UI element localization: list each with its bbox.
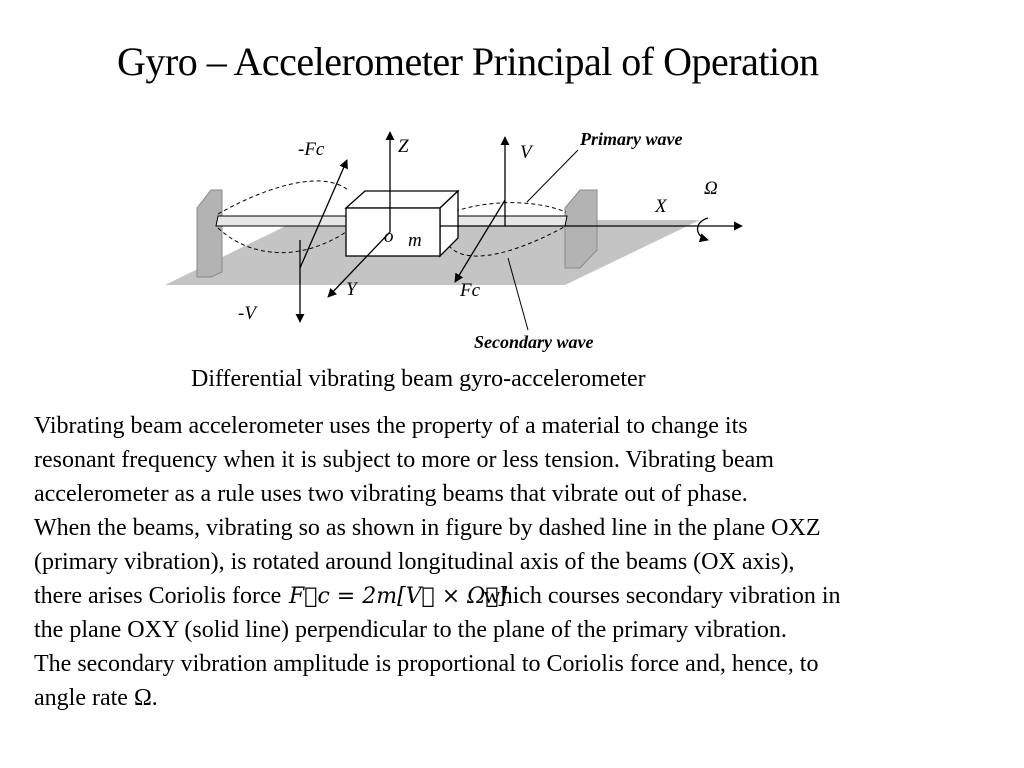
formula-lead-text: there arises Coriolis force xyxy=(34,583,282,609)
body-line: (primary vibration), is rotated around longitudinal axis of the beams (OX axis), xyxy=(34,549,795,575)
omega-label: Ω xyxy=(704,178,718,199)
body-line: resonant frequency when it is subject to more or less tension. Vibrating beam xyxy=(34,447,774,473)
body-line: When the beams, vibrating so as shown in figure by dashed line in the plane OXZ xyxy=(34,515,821,541)
body-line: The secondary vibration amplitude is proportional to Coriolis force and, hence, to xyxy=(34,651,819,677)
y-axis-label: Y xyxy=(346,279,357,300)
left-support xyxy=(197,190,222,277)
secondary-wave-label: Secondary wave xyxy=(474,332,594,352)
omega-rotation-icon xyxy=(698,218,709,240)
body-line-with-formula xyxy=(34,579,1009,613)
proof-mass-top xyxy=(346,191,458,208)
body-line: the plane OXY (solid line) perpendicular to the plane of the primary vibration. xyxy=(34,617,787,643)
mass-label: m xyxy=(408,230,422,251)
origin-label: o xyxy=(384,226,394,247)
figure-caption: Differential vibrating beam gyro-accelerometer xyxy=(191,366,646,392)
body-line: Vibrating beam accelerometer uses the property of a material to change its xyxy=(34,413,748,439)
page-title: Gyro – Accelerometer Principal of Operation xyxy=(117,39,819,84)
body-text xyxy=(34,409,1009,715)
formula-trail-text: which courses secondary vibration in xyxy=(483,583,841,609)
fc-label: Fc xyxy=(460,280,481,301)
coriolis-formula-text: F⃗c = 2m[V⃗ × Ω⃗] xyxy=(289,584,508,609)
v-label: V xyxy=(520,142,532,163)
left-beam xyxy=(216,216,348,226)
primary-wave-label: Primary wave xyxy=(580,129,683,149)
right-beam xyxy=(440,216,567,226)
coriolis-formula xyxy=(287,581,508,609)
neg-v-label: -V xyxy=(238,303,256,324)
z-axis-label: Z xyxy=(398,136,409,157)
body-line: accelerometer as a rule uses two vibrating beams that vibrate out of phase. xyxy=(34,481,748,507)
neg-fc-label: -Fc xyxy=(298,139,325,160)
left-primary-wave xyxy=(218,181,348,214)
right-primary-wave xyxy=(442,203,566,216)
body-line: angle rate Ω. xyxy=(34,685,158,711)
primary-wave-leader xyxy=(527,150,578,202)
x-axis-label: X xyxy=(655,196,667,217)
